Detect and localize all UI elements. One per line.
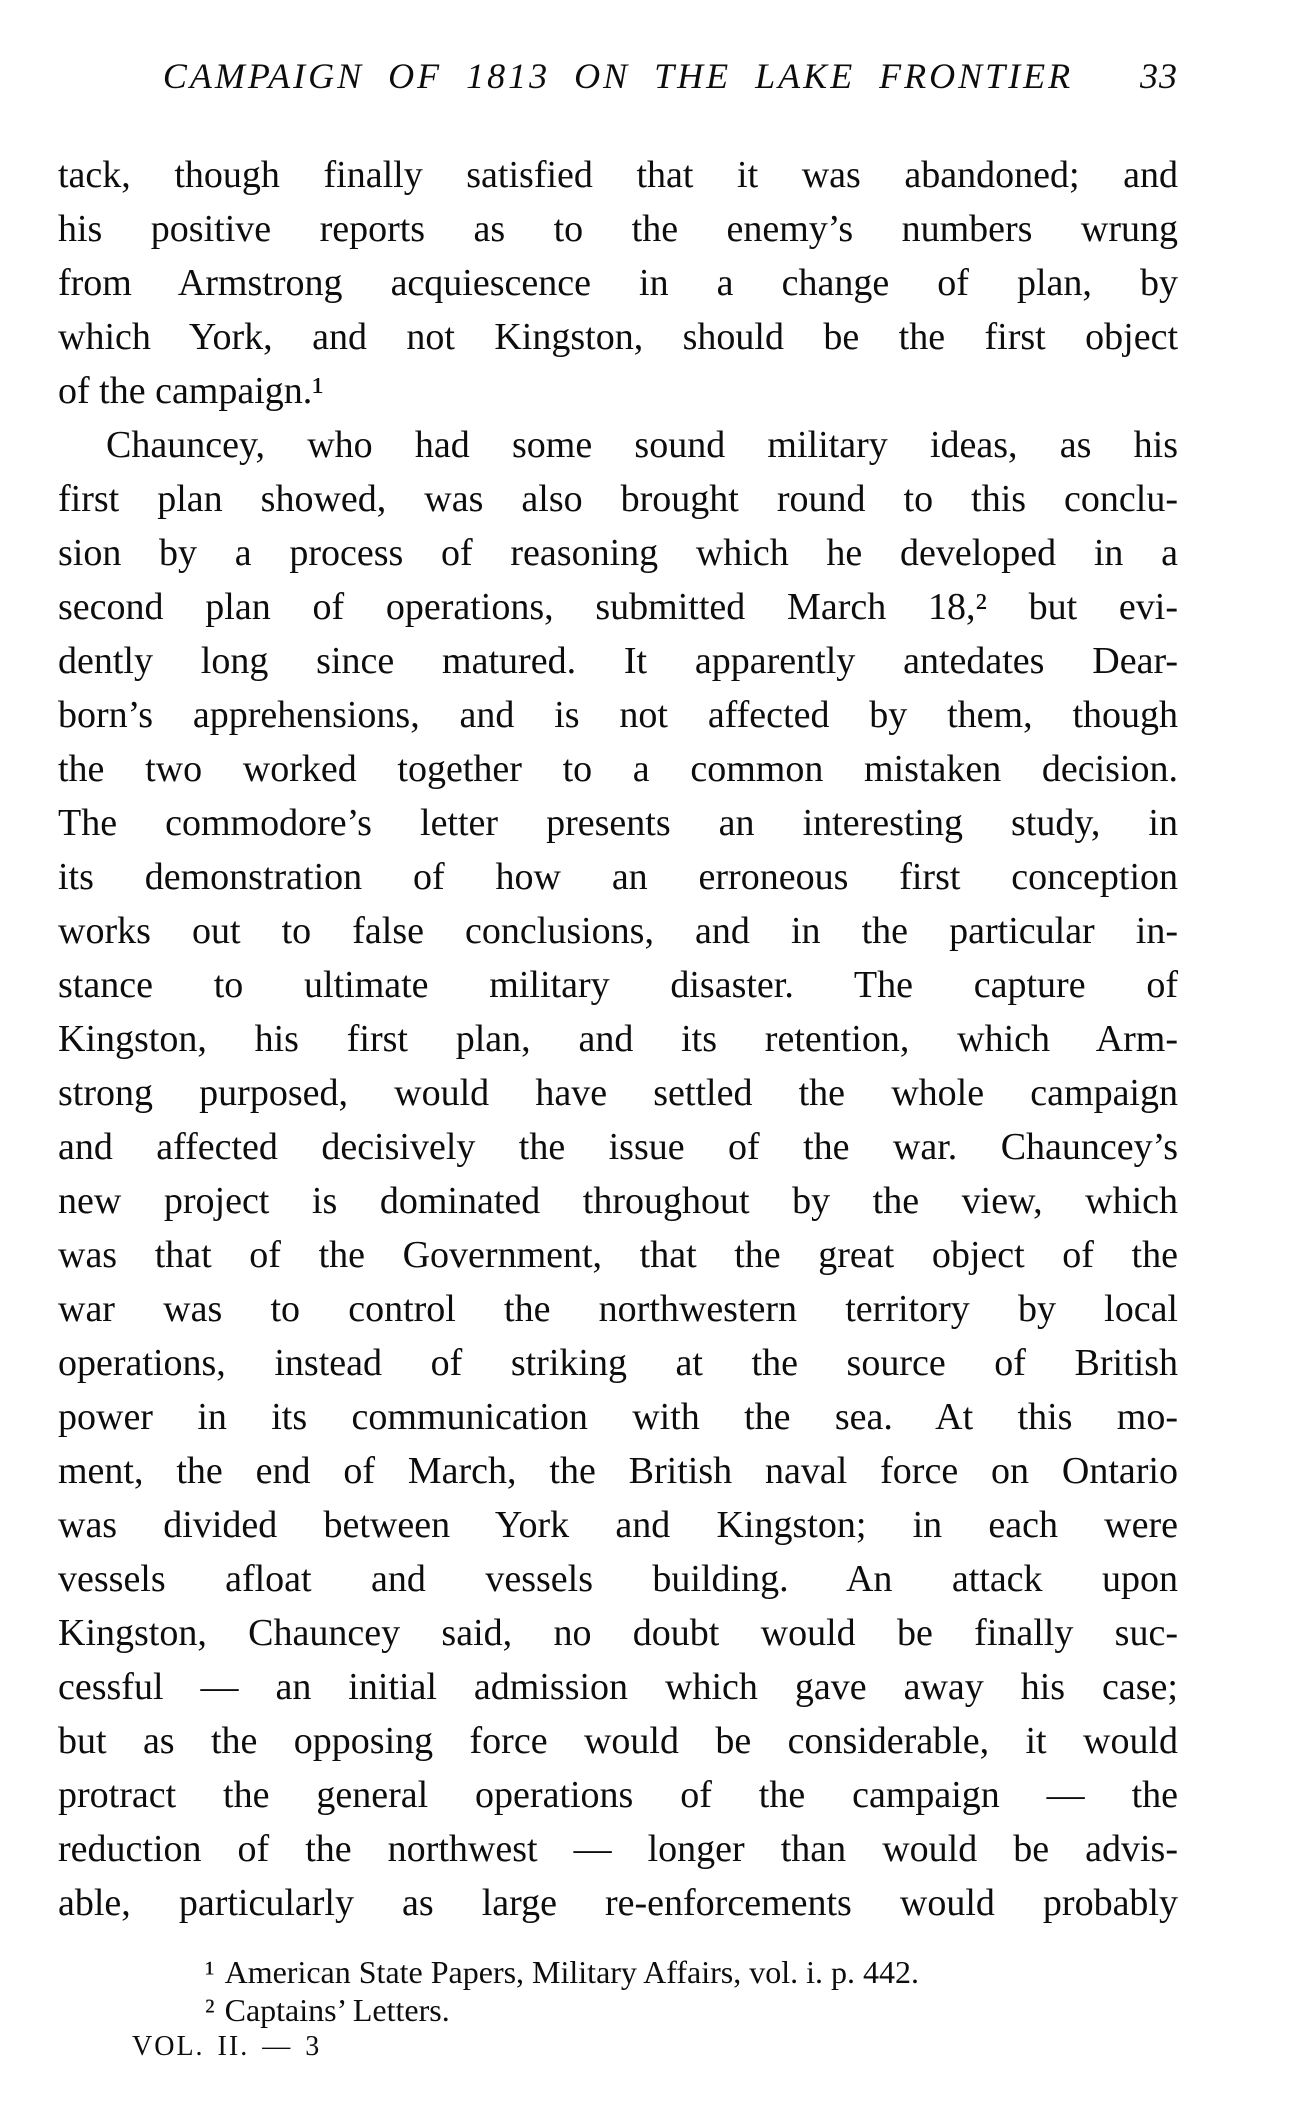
text-line: Kingston, his first plan, and its retention, which Arm-	[58, 1018, 1178, 1060]
text-line: able, particularly as large re-enforcements would probably	[58, 1882, 1178, 1924]
text-line: Kingston, Chauncey said, no doubt would be finally suc-	[58, 1612, 1178, 1654]
text-line: but as the opposing force would be considerable, it would	[58, 1720, 1178, 1762]
text-line: new project is dominated throughout by the view, which	[58, 1180, 1178, 1222]
text-line: of the campaign.¹	[58, 370, 324, 412]
text-line: second plan of operations, submitted March 18,² but evi-	[58, 586, 1178, 628]
text-line: which York, and not Kingston, should be the first object	[58, 316, 1178, 358]
text-line: stance to ultimate military disaster. The capture of	[58, 964, 1178, 1006]
text-line: was divided between York and Kingston; in each were	[58, 1504, 1178, 1546]
running-header	[58, 50, 1178, 102]
footnote-text: Captains’ Letters.	[224, 1992, 450, 2028]
text-line: strong purposed, would have settled the whole campaign	[58, 1072, 1178, 1114]
body-text	[58, 148, 1178, 1930]
text-line: dently long since matured. It apparently antedates Dear-	[58, 640, 1178, 682]
text-line: cessful — an initial admission which gave away his case;	[58, 1666, 1178, 1708]
footnotes	[58, 1953, 1178, 2029]
footnote-text: American State Papers, Military Affairs, vol. i. p. 442.	[224, 1954, 919, 1990]
text-line: The commodore’s letter presents an interesting study, in	[58, 802, 1178, 844]
text-line: the two worked together to a common mistaken decision.	[58, 748, 1178, 790]
footnote-marker: ¹	[205, 1954, 215, 1990]
text-line: was that of the Government, that the great object of the	[58, 1234, 1178, 1276]
text-line: vessels afloat and vessels building. An attack upon	[58, 1558, 1178, 1600]
text-line: tack, though finally satisfied that it was abandoned; and	[58, 154, 1178, 196]
text-line: its demonstration of how an erroneous first conception	[58, 856, 1178, 898]
text-line: power in its communication with the sea. At this mo-	[58, 1396, 1178, 1438]
footnote	[58, 1991, 1178, 2029]
text-line: protract the general operations of the campaign — the	[58, 1774, 1178, 1816]
text-line: works out to false conclusions, and in the particular in-	[58, 910, 1178, 952]
footnote	[58, 1953, 1178, 1991]
text-line: first plan showed, was also brought round to this conclu-	[58, 478, 1178, 520]
text-line: from Armstrong acquiescence in a change of plan, by	[58, 262, 1178, 304]
volume-signature-line: VOL. II. — 3	[132, 2031, 322, 2062]
text-line: reduction of the northwest — longer than would be advis-	[58, 1828, 1178, 1870]
text-line: and affected decisively the issue of the war. Chauncey’s	[58, 1126, 1178, 1168]
text-line: his positive reports as to the enemy’s numbers wrung	[58, 208, 1178, 250]
text-line: sion by a process of reasoning which he developed in a	[58, 532, 1178, 574]
page-number: 33	[1140, 56, 1178, 96]
text-line: operations, instead of striking at the source of British	[58, 1342, 1178, 1384]
text-line: war was to control the northwestern territory by local	[58, 1288, 1178, 1330]
text-line: born’s apprehensions, and is not affected by them, though	[58, 694, 1178, 736]
text-line: ment, the end of March, the British naval force on Ontario	[58, 1450, 1178, 1492]
text-line: Chauncey, who had some sound military ideas, as his	[106, 424, 1178, 466]
running-header-title: CAMPAIGN OF 1813 ON THE LAKE FRONTIER	[162, 56, 1074, 96]
footnote-marker: ²	[205, 1992, 215, 2028]
